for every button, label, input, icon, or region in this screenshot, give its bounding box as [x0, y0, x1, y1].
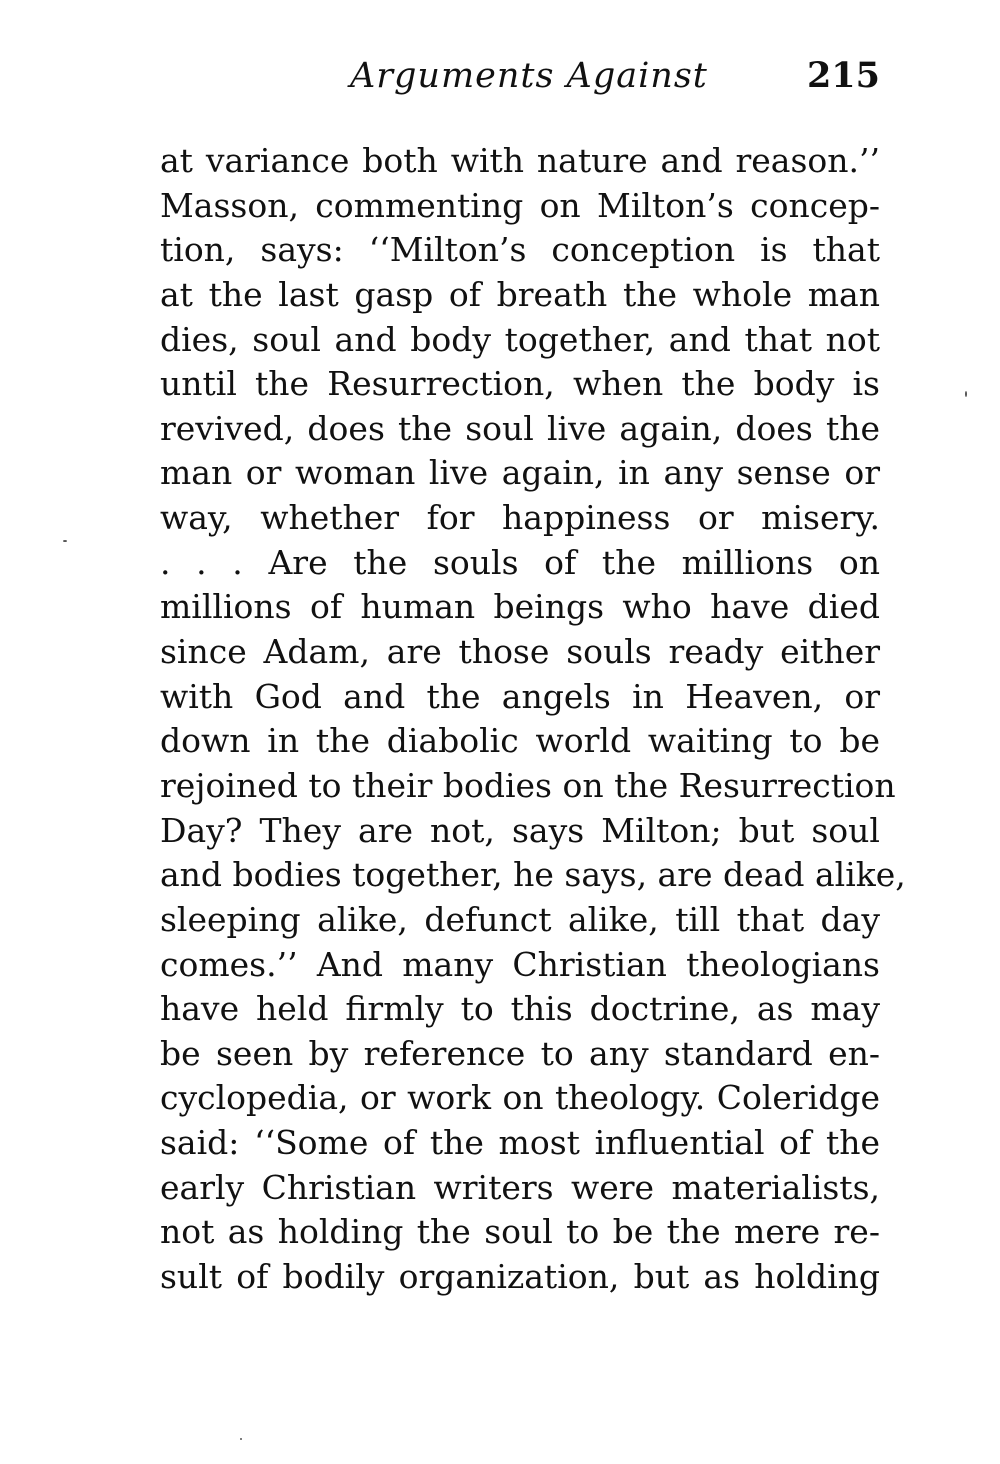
text-line: dies, soul and body together, and that not [160, 319, 880, 359]
text-line: man or woman live again, in any sense or [160, 453, 880, 493]
text-line: with God and the angels in Heaven, or [160, 676, 880, 716]
text-line: have held firmly to this doctrine, as may [160, 989, 880, 1029]
text-line: tion, says: ‘‘Milton’s conception is that [160, 230, 880, 270]
text-line: way, whether for happiness or misery. [160, 498, 880, 538]
scan-speck [63, 540, 67, 542]
text-line: not as holding the soul to be the mere re- [160, 1212, 880, 1252]
text-line: millions of human beings who have died [160, 587, 880, 627]
text-line: Day? They are not, says Milton; but soul [160, 810, 880, 850]
text-line: be seen by reference to any standard en- [160, 1033, 880, 1073]
text-line: sleeping alike, defunct alike, till that day [160, 899, 880, 939]
text-line: Masson, commenting on Milton’s concep- [160, 185, 880, 225]
text-line: at variance both with nature and reason.’’ [160, 141, 880, 180]
text-line: comes.’’ And many Christian theologians [160, 944, 880, 984]
text-line: rejoined to their bodies on the Resurrection [160, 765, 896, 805]
scan-speck [965, 391, 967, 397]
text-line: said: ‘‘Some of the most influential of the [160, 1123, 880, 1163]
text-line: down in the diabolic world waiting to be [160, 721, 880, 761]
scan-speck [240, 1438, 242, 1440]
text-line: and bodies together, he says, are dead alike, [160, 855, 906, 895]
text-line: . . . Are the souls of the millions on [160, 542, 880, 582]
text-line: since Adam, are those souls ready either [160, 632, 880, 672]
running-head [160, 52, 880, 100]
body-text [160, 139, 906, 1300]
text-line: at the last gasp of breath the whole man [160, 274, 880, 314]
text-line: cyclopedia, or work on theology. Coleridge [160, 1078, 880, 1118]
running-title: Arguments Against [350, 56, 708, 96]
text-line: until the Resurrection, when the body is [160, 364, 880, 404]
text-line: sult of bodily organization, but as holding [160, 1257, 880, 1297]
text-line: revived, does the soul live again, does the [160, 408, 880, 448]
text-line: early Christian writers were materialists, [160, 1167, 880, 1207]
page-number: 215 [806, 55, 880, 96]
